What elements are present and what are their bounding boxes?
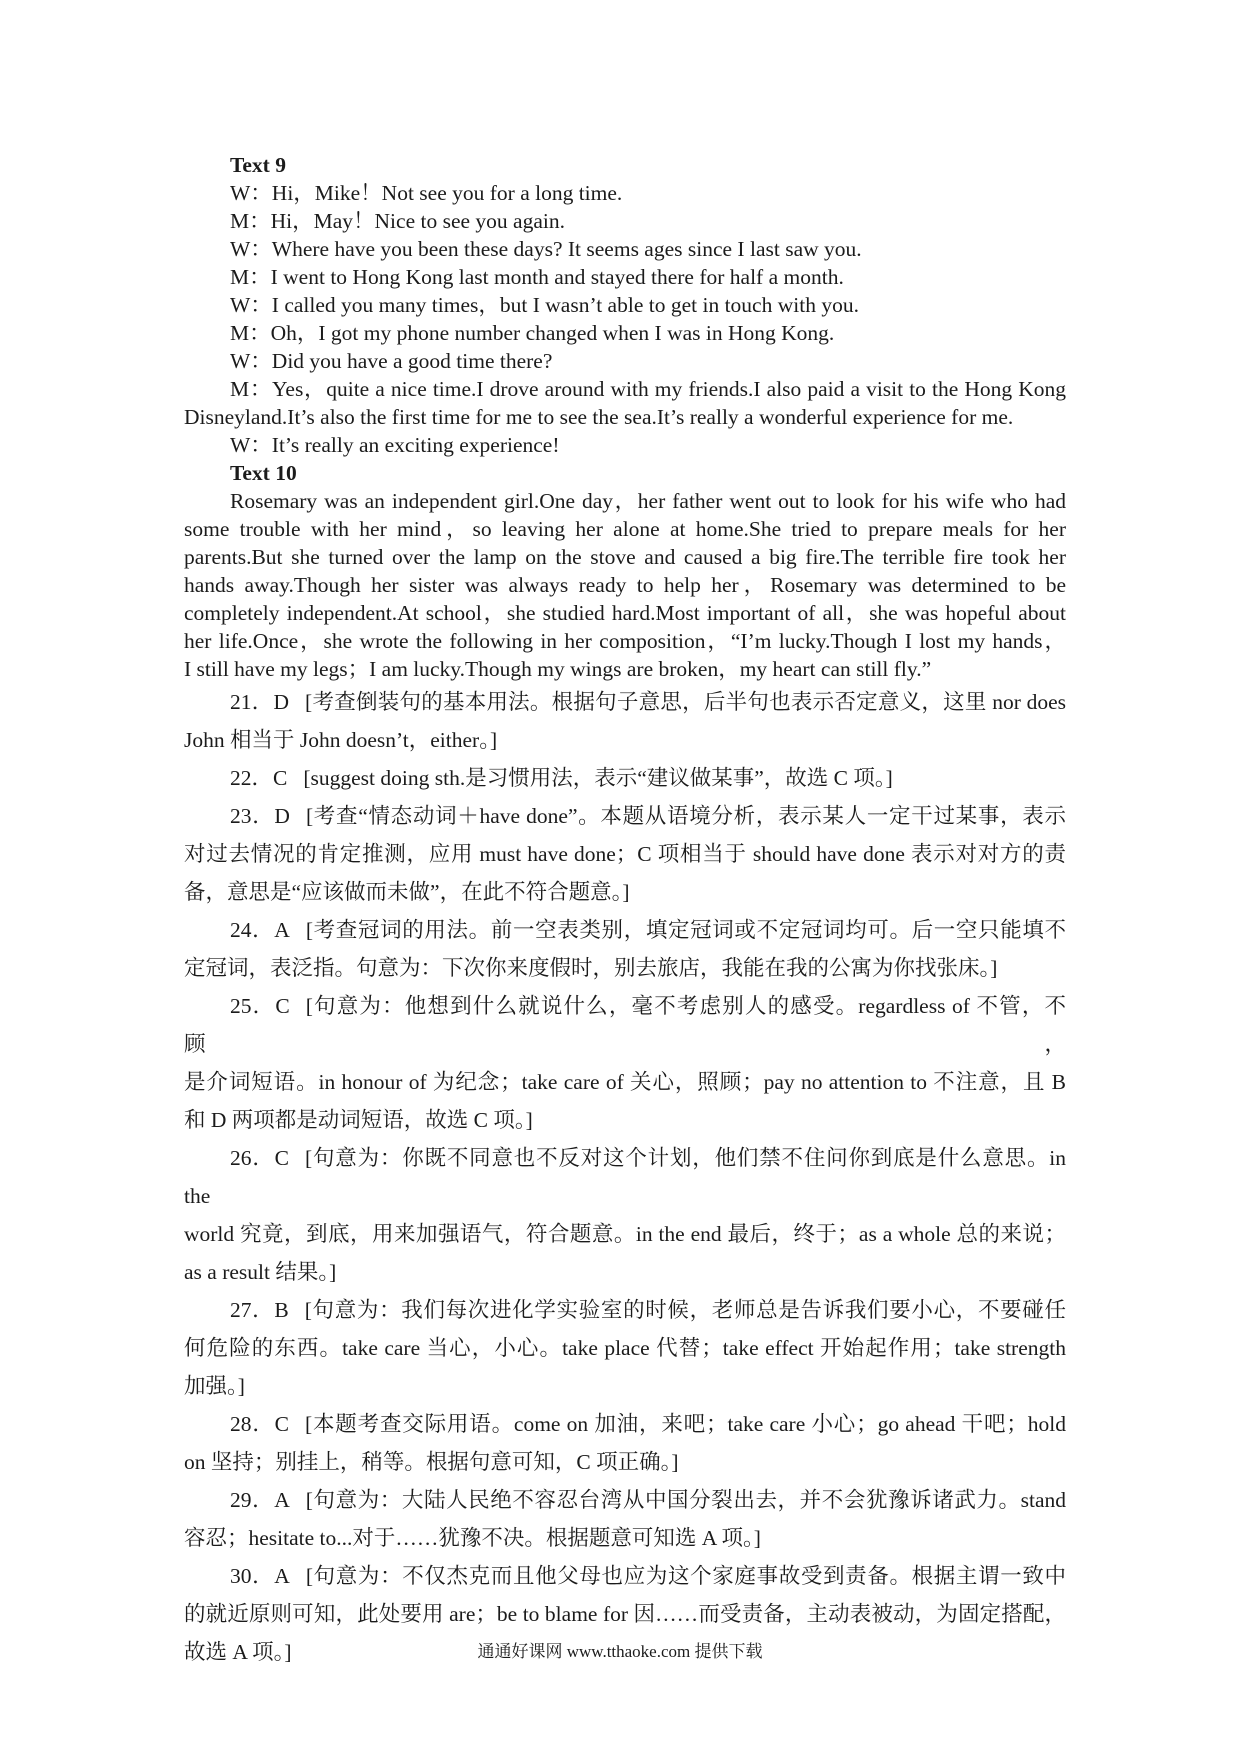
text10-section	[184, 459, 1066, 683]
answer-line: 何危险的东西。take care 当心，小心。take place 代替；take effect 开始起作用；take strength	[184, 1336, 1066, 1360]
answer-line: as a result 结果。]	[184, 1260, 337, 1284]
answer-line: 和 D 两项都是动词短语，故选 C 项。]	[184, 1108, 533, 1132]
answer-line	[184, 683, 1066, 721]
page-footer: 通通好课网 www.tthaoke.com 提供下载	[477, 1642, 763, 1661]
answer-item	[184, 1291, 1066, 1405]
text10-line: I still have my legs；I am lucky.Though my wings are broken，my heart can still fly.”	[184, 657, 932, 681]
answer-line: on 坚持；别挂上，稍等。根据句意可知，C 项正确。]	[184, 1450, 679, 1474]
text10-heading: Text 10	[230, 461, 297, 485]
answer-label: 26．C	[230, 1146, 289, 1170]
answer-text: [句意为：他想到什么就说什么，毫不考虑别人的感受。regardless of 不管，不顾，	[184, 994, 1066, 1056]
answer-item	[184, 759, 1066, 797]
answer-line: world 究竟，到底，用来加强语气，符合题意。in the end 最后，终于；as a whole 总的来说；	[184, 1222, 1066, 1246]
answer-line: 是介词短语。in honour of 为纪念；take care of 关心，照顾；pay no attention to 不注意，且 B	[184, 1070, 1066, 1094]
dialogue-line: W：Hi，Mike！Not see you for a long time.	[230, 181, 623, 205]
answer-line	[184, 1291, 1066, 1329]
answer-label: 25．C	[230, 994, 290, 1018]
dialogue-line: M：Oh，I got my phone number changed when I was in Hong Kong.	[230, 321, 835, 345]
answer-item	[184, 987, 1066, 1139]
answer-key-section	[184, 683, 1066, 1671]
answer-item	[184, 797, 1066, 911]
answer-text: [句意为：我们每次进化学实验室的时候，老师总是告诉我们要小心，不要碰任	[304, 1298, 1066, 1322]
answer-line: 加强。]	[184, 1374, 245, 1398]
dialogue-line: Disneyland.It’s also the first time for me to see the sea.It’s really a wonderful experience for me.	[184, 405, 1014, 429]
answer-line	[184, 987, 1066, 1063]
answer-text: [考查冠词的用法。前一空表类别，填定冠词或不定冠词均可。后一空只能填不	[305, 918, 1066, 942]
answer-line	[184, 1481, 1066, 1519]
dialogue-line: M：Yes，quite a nice time.I drove around with my friends.I also paid a visit to the Hong Kong	[230, 377, 1066, 401]
answer-label: 28．C	[230, 1412, 289, 1436]
answer-label: 27．B	[230, 1298, 289, 1322]
answer-line	[184, 911, 1066, 949]
answer-line	[184, 1139, 1066, 1215]
dialogue-line: M：I went to Hong Kong last month and stayed there for half a month.	[230, 265, 844, 289]
document-body	[184, 151, 1066, 1671]
answer-line	[184, 1557, 1066, 1595]
answer-text: [考查“情态动词＋have done”。本题从语境分析，表示某人一定干过某事，表示	[305, 804, 1066, 828]
answer-text: [句意为：你既不同意也不反对这个计划，他们禁不住问你到底是什么意思。in the	[184, 1146, 1066, 1208]
answer-label: 30．A	[230, 1564, 290, 1588]
answer-item	[184, 683, 1066, 759]
answer-label: 22．C	[230, 766, 288, 790]
text10-line: hands away.Though her sister was always ready to help her，Rosemary was determined to be	[184, 573, 1066, 597]
dialogue-line: W：Where have you been these days? It seems ages since I last saw you.	[230, 237, 862, 261]
text10-line: some trouble with her mind，so leaving her alone at home.She tried to prepare meals for her	[184, 517, 1066, 541]
answer-item	[184, 1405, 1066, 1481]
dialogue-line: W：I called you many times，but I wasn’t able to get in touch with you.	[230, 293, 859, 317]
dialogue-line: W：It’s really an exciting experience!	[230, 433, 560, 457]
answer-line: 对过去情况的肯定推测，应用 must have done；C 项相当于 should have done 表示对对方的责	[184, 842, 1066, 866]
text10-line: her life.Once，she wrote the following in her composition，“I’m lucky.Though I lost my hands，	[184, 629, 1066, 653]
answer-line: 故选 A 项。]	[184, 1640, 292, 1664]
answer-line	[184, 1405, 1066, 1443]
answer-item	[184, 1139, 1066, 1291]
answer-line	[184, 797, 1066, 835]
answer-text: [本题考查交际用语。come on 加油，来吧；take care 小心；go ahead 干吧；hold	[305, 1412, 1067, 1436]
text10-line: completely independent.At school，she studied hard.Most important of all，she was hopeful about	[184, 601, 1066, 625]
answer-line: 的就近原则可知，此处要用 are；be to blame for 因……而受责备，主动表被动，为固定搭配，	[184, 1602, 1066, 1626]
answer-text: [suggest doing sth.是习惯用法，表示“建议做某事”，故选 C 项。]	[303, 766, 893, 790]
answer-line: 定冠词，表泛指。句意为：下次你来度假时，别去旅店，我能在我的公寓为你找张床。]	[184, 956, 998, 980]
dialogue-line: W：Did you have a good time there?	[230, 349, 553, 373]
text10-line: parents.But she turned over the lamp on the stove and caused a big fire.The terrible fire took her	[184, 545, 1066, 569]
answer-line: 备，意思是“应该做而未做”，在此不符合题意。]	[184, 880, 630, 904]
answer-label: 24．A	[230, 918, 290, 942]
answer-text: [句意为：不仅杰克而且他父母也应为这个家庭事故受到责备。根据主谓一致中	[305, 1564, 1066, 1588]
answer-item	[184, 911, 1066, 987]
answer-label: 29．A	[230, 1488, 290, 1512]
answer-text: [句意为：大陆人民绝不容忍台湾从中国分裂出去，并不会犹豫诉诸武力。stand	[305, 1488, 1067, 1512]
answer-item	[184, 1481, 1066, 1557]
text10-line: Rosemary was an independent girl.One day，her father went out to look for his wife who had	[230, 489, 1066, 513]
answer-line: 容忍；hesitate to...对于……犹豫不决。根据题意可知选 A 项。]	[184, 1526, 761, 1550]
dialogue-turn	[184, 375, 1066, 431]
answer-line: John 相当于 John doesn’t，either。]	[184, 728, 498, 752]
dialogue-line: M：Hi，May！Nice to see you again.	[230, 209, 565, 233]
answer-label: 21．D	[230, 690, 290, 714]
text9-section	[184, 151, 1066, 459]
answer-label: 23．D	[230, 804, 290, 828]
text10-paragraph	[184, 487, 1066, 683]
text9-heading: Text 9	[230, 153, 286, 177]
answer-line	[184, 759, 1066, 797]
answer-text: [考查倒装句的基本用法。根据句子意思，后半句也表示否定意义，这里 nor does	[305, 690, 1066, 714]
